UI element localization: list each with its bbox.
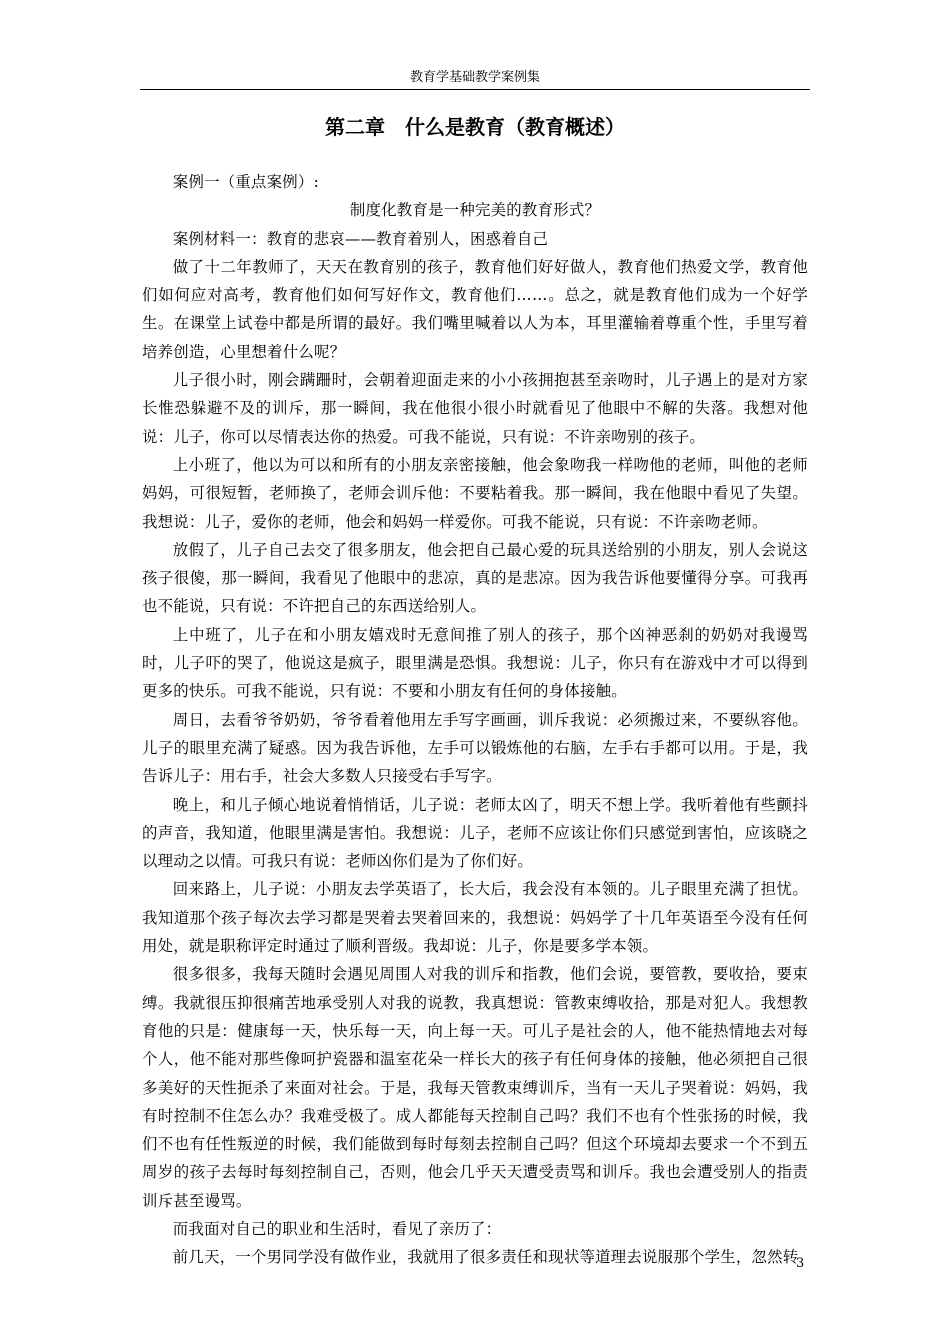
body-paragraph: 很多很多，我每天随时会遇见周围人对我的训斥和指教，他们会说，要管教，要收拾，要束缚。我就很压抑很痛苦地承受别人对我的说教，我真想说：管教束缚收拾，那是对犯人。我想教育他的只是：健康每一天，快乐每一天，向上每一天。可儿子是社会的人，他不能热情地去对每个人，他不能对那些像呵护瓷器和温室花朵一样长大的孩子有任何身体的接触，他必须把自己很多美好的天性扼杀了来面对社会。于是，我每天管教束缚训斥，当有一天儿子哭着说：妈妈，我有时控制不住怎么办？我难受极了。成人都能每天控制自己吗？我们不也有个性张扬的时候，我们不也有任性叛逆的时候，我们能做到每时每刻去控制自己吗？但这个环境却去要求一个不到五周岁的孩子去每时每刻控制自己，否则，他会几乎天天遭受责骂和训斥。我也会遭受别人的指责训斥甚至谩骂。 bbox=[142, 965, 808, 1210]
body-paragraph: 儿子很小时，刚会蹒跚时，会朝着迎面走来的小小孩拥抱甚至亲吻时，儿子遇上的是对方家长惟恐躲避不及的训斥，那一瞬间，我在他很小很小时就看见了他眼中不解的失落。我想对他说：儿子，你可以尽情表达你的热爱。可我不能说，只有说：不许亲吻别的孩子。 bbox=[142, 371, 808, 446]
body-paragraph: 周日，去看爷爷奶奶，爷爷看着他用左手写字画画，训斥我说：必须搬过来，不要纵容他。儿子的眼里充满了疑惑。因为我告诉他，左手可以锻炼他的右脑，左手右手都可以用。于是，我告诉儿子：用右手，社会大多数人只接受右手写字。 bbox=[142, 710, 808, 786]
body-paragraph: 晚上，和儿子倾心地说着悄悄话，儿子说：老师太凶了，明天不想上学。我听着他有些颤抖的声音，我知道，他眼里满是害怕。我想说：儿子，老师不应该让你们只感觉到害怕，应该晓之以理动之以情。可我只有说：老师凶你们是为了你们好。 bbox=[142, 795, 808, 871]
body-paragraph: 回来路上，儿子说：小朋友去学英语了，长大后，我会没有本领的。儿子眼里充满了担忧。我知道那个孩子每次去学习都是哭着去哭着回来的，我想说：妈妈学了十几年英语至今没有任何用处，就是职称评定时通过了顺利晋级。我却说：儿子，你是要多学本领。 bbox=[142, 880, 808, 956]
page-number: 3 bbox=[796, 1256, 805, 1271]
body-paragraph: 上小班了，他以为可以和所有的小朋友亲密接触，他会象吻我一样吻他的老师，叫他的老师妈妈，可很短暂，老师换了，老师会训斥他：不要粘着我。那一瞬间，我在他眼中看见了失望。我想说：儿子，爱你的老师，他会和妈妈一样爱你。可我不能说，只有说：不许亲吻老师。 bbox=[142, 455, 808, 531]
material-title: 案例材料一：教育的悲哀——教育着别人，困惑着自己 bbox=[172, 229, 549, 248]
body-paragraph: 上中班了，儿子在和小朋友嬉戏时无意间推了别人的孩子，那个凶神恶刹的奶奶对我谩骂时，儿子吓的哭了，他说这是疯子，眼里满是恐惧。我想说：儿子，你只有在游戏中才可以得到更多的快乐。可我不能说，只有说：不要和小朋友有任何的身体接触。 bbox=[142, 625, 808, 701]
running-header: 教育学基础教学案例集 bbox=[409, 70, 540, 85]
body-paragraph: 而我面对自己的职业和生活时，看见了亲历了： bbox=[172, 1219, 502, 1238]
case-question: 制度化教育是一种完美的教育形式？ bbox=[349, 201, 601, 220]
document-body bbox=[142, 168, 808, 1272]
body-paragraph: 前几天，一个男同学没有做作业，我就用了很多责任和现状等道理去说服那个学生，忽然转 bbox=[172, 1248, 799, 1267]
body-paragraph: 放假了，儿子自己去交了很多朋友，他会把自己最心爱的玩具送给别的小朋友，别人会说这孩子很傻，那一瞬间，我看见了他眼中的悲凉，真的是悲凉。因为我告诉他要懂得分享。可我再也不能说，只有说：不许把自己的东西送给别人。 bbox=[142, 540, 808, 616]
chapter-title: 第二章 什么是教育（教育概述） bbox=[325, 115, 625, 139]
case-label: 案例一（重点案例）: bbox=[172, 173, 319, 191]
header-rule bbox=[140, 89, 810, 90]
body-paragraph: 做了十二年教师了，天天在教育别的孩子，教育他们好好做人，教育他们热爱文学，教育他们如何应对高考，教育他们如何写好作文，教育他们……。总之，就是教育他们成为一个好学生。在课堂上试卷中都是所谓的最好。我们嘴里喊着以人为本，耳里灌输着尊重个性，手里写着培养创造，心里想着什么呢？ bbox=[142, 257, 808, 361]
